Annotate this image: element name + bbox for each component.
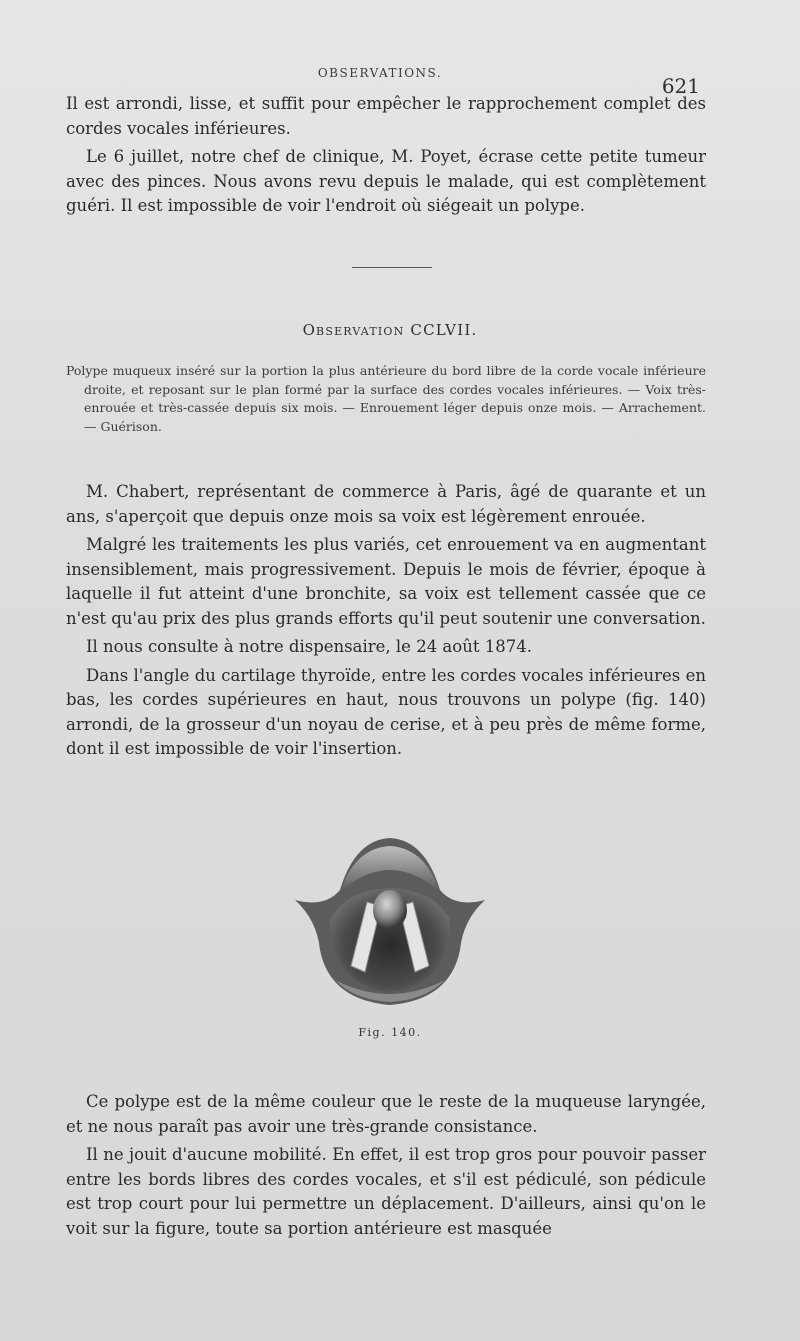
running-head: OBSERVATIONS.: [317, 66, 443, 80]
section-divider: [352, 267, 432, 268]
paragraph: M. Chabert, représentant de commerce à Paris, âgé de quarante et un ans, s'aperçoit que depuis onze mois sa voix est légèrement enrouée.: [66, 482, 706, 526]
larynx-drawing: [285, 830, 495, 1010]
paragraph: Dans l'angle du cartilage thyroïde, entre les cordes vocales inférieures en bas, les cordes supérieures en haut, nous trouvons un polype (fig. 140) arrondi, de la grosseur d'un noyau de cerise, et à peu près de même forme, dont il est impossible de voir l'insertion.: [66, 665, 706, 758]
page-header: [60, 62, 700, 98]
figure-caption: Fig. 140.: [358, 1026, 422, 1039]
paragraph: Malgré les traitements les plus variés, cet enrouement va en augmentant insensiblement, mais progressivement. Depuis le mois de février, époque à laquelle il fut atteint d'une bronchite, sa voix est tellement cassée que ce n'est qu'au prix des plus grands efforts qu'il peut soutenir une conversation.: [66, 535, 706, 628]
page-number: 621: [661, 74, 700, 98]
paragraph: Le 6 juillet, notre chef de clinique, M. Poyet, écrase cette petite tumeur avec des pinces. Nous avons revu depuis le malade, qui est complètement guéri. Il est impossible de voir l'endroit où siégeait un polype.: [66, 147, 706, 215]
paragraph: Il nous consulte à notre dispensaire, le 24 août 1874.: [86, 637, 532, 656]
larynx-illustration: [285, 830, 495, 1010]
paragraph: Il ne jouit d'aucune mobilité. En effet, il est trop gros pour pouvoir passer entre les bords libres des cordes vocales, et s'il est pédiculé, son pédicule est trop court pour lui permettre un déplacement. D'ailleurs, ainsi qu'on le voit sur la figure, toute sa portion antérieure est masquée: [66, 1145, 706, 1238]
bottom-text-block: [66, 1090, 706, 1245]
top-text-block: [66, 92, 706, 223]
observation-summary: Polype muqueux inséré sur la portion la plus antérieure du bord libre de la corde vocale inférieure droite, et reposant sur le plan formé par la surface des cordes vocales inférieures. — Voix très-enrouée et très-cassée depuis six mois. — Enrouement léger depuis onze mois. — Arrachement. — Guérison.: [66, 363, 706, 434]
paragraph: Il est arrondi, lisse, et suffit pour empêcher le rapprochement complet des cordes vocales inférieures.: [66, 94, 706, 138]
main-text-block: [66, 480, 706, 766]
observation-title: Observation CCLVII.: [302, 321, 478, 339]
paragraph: Ce polype est de la même couleur que le reste de la muqueuse laryngée, et ne nous paraît pas avoir une très-grande consistance.: [66, 1092, 706, 1136]
